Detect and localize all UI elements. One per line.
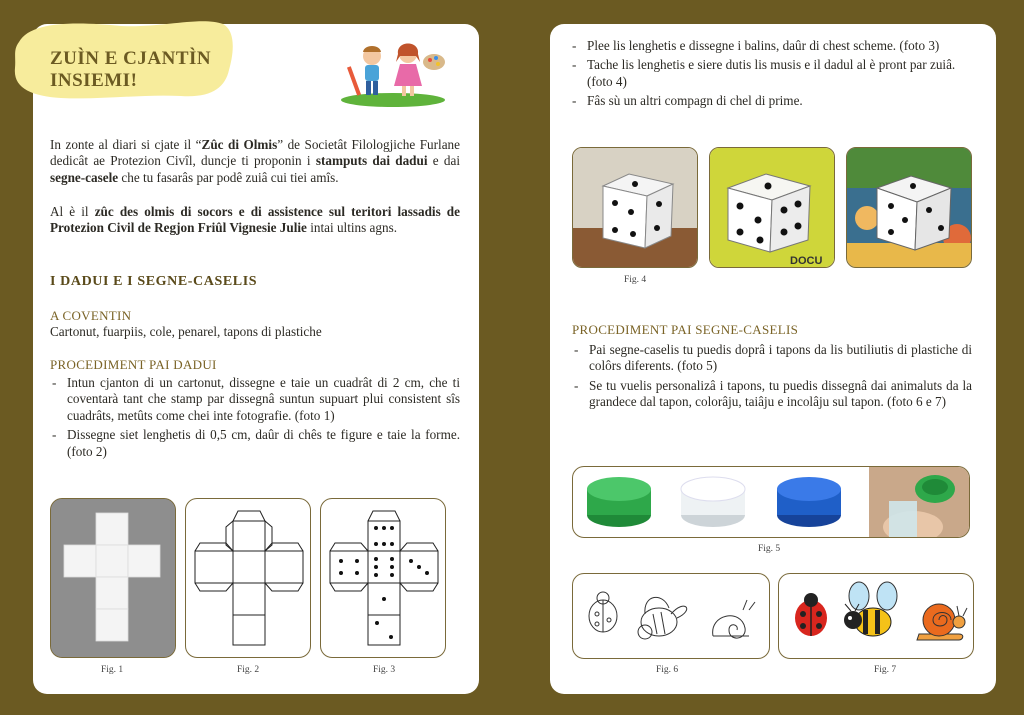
procedure-steps-continued	[570, 38, 976, 113]
fig-3-caption: Fig. 3	[373, 665, 396, 675]
list-item: - Dissegne siet lenghetis di 0,5 cm, daûr di chês te figure e taie la forme. (foto 2)	[50, 427, 460, 460]
fig-3-drawing	[320, 498, 446, 658]
snail-icon	[917, 604, 967, 640]
dice-photo-3	[846, 147, 972, 268]
fig-2-caption: Fig. 2	[237, 665, 260, 675]
list-item: - Fâs sù un altri compagn di chel di prime.	[570, 93, 976, 109]
children-illustration	[338, 36, 448, 108]
fig-2-drawing	[185, 498, 311, 658]
materials-heading: A COVENTIN	[50, 308, 132, 323]
bottle-hand-photo	[869, 467, 970, 538]
list-item: - Pai segne-caselis tu puedis doprâ i tapons da lis butiliutis di plastiche di colôrs diferents. (foto 5)	[572, 342, 972, 375]
right-page	[550, 24, 996, 694]
fig-5-caps-photo	[572, 466, 970, 538]
fig-6-caption: Fig. 6	[656, 665, 679, 675]
fig-6-drawing	[572, 573, 770, 659]
fig-4-caption: Fig. 4	[624, 275, 647, 285]
list-item: - Plee lis lenghetis e dissegne i balins, daûr di chest scheme. (foto 3)	[570, 38, 976, 54]
materials-list: Cartonut, fuarpiis, cole, penarel, tapons di plastiche	[50, 324, 322, 339]
section-title: I DADUI E I SEGNE-CASELIS	[50, 274, 258, 289]
list-item: - Se tu vuelis personalizâ i tapons, tu puedis dissegnâ dai animaluts da la grandece dal tapon, colorâju, taiâju e incolâju sul tapon. (foto 6 e 7)	[572, 378, 972, 411]
green-cap	[587, 477, 651, 527]
intro-paragraph-2: Al è il zûc des olmis di socors e di assistence sul teritori lassadis de Protezion Civil de Regjon Friûl Vignesie Julie intai ultins agns.	[50, 204, 460, 236]
fig-1-photo	[50, 498, 176, 658]
list-item: - Tache lis lenghetis e siere dutis lis musis e il dadul al è pront par zuiâ. (foto 4)	[570, 57, 976, 90]
dice-photo-1	[572, 147, 698, 268]
dice-photo-2	[709, 147, 835, 268]
fig-7-drawing	[778, 573, 974, 659]
blue-cap	[777, 477, 841, 527]
fig-7-caption: Fig. 7	[874, 665, 897, 675]
list-item: - Intun cjanton di un cartonut, dissegne e taie un cuadrât di 2 cm, che ti coventarà tant che stamp par dissegnâ suntun supuart plui consistent sîs cuadrâts, metûts come chei inte fotografie. (foto 1)	[50, 375, 460, 424]
procedure-heading: PROCEDIMENT PAI DADUI	[50, 357, 217, 372]
ladybug-icon	[795, 593, 827, 636]
procedure2-steps	[572, 342, 972, 414]
procedure-steps	[50, 375, 460, 463]
intro-paragraph: In zonte al diari si cjate il “Zûc di Olmis” de Societât Filologjiche Furlane dedicât ae Protezion Civîl, duncje ti proponin i stamputs dai dadui e dai segne-casele che tu fasarâs par podê zuiâ cui tiei amîs.	[50, 137, 460, 185]
bee-icon	[844, 582, 897, 636]
dice-photo-text: DOCU	[790, 255, 823, 267]
fig-5-caption: Fig. 5	[758, 544, 781, 554]
procedure2-heading: PROCEDIMENT PAI SEGNE-CASELIS	[572, 322, 799, 337]
left-page	[33, 24, 479, 694]
white-cap	[681, 477, 745, 527]
page-title: ZUÌN E CJANTÌN INSIEMI!	[50, 48, 212, 91]
fig-1-caption: Fig. 1	[101, 665, 124, 675]
